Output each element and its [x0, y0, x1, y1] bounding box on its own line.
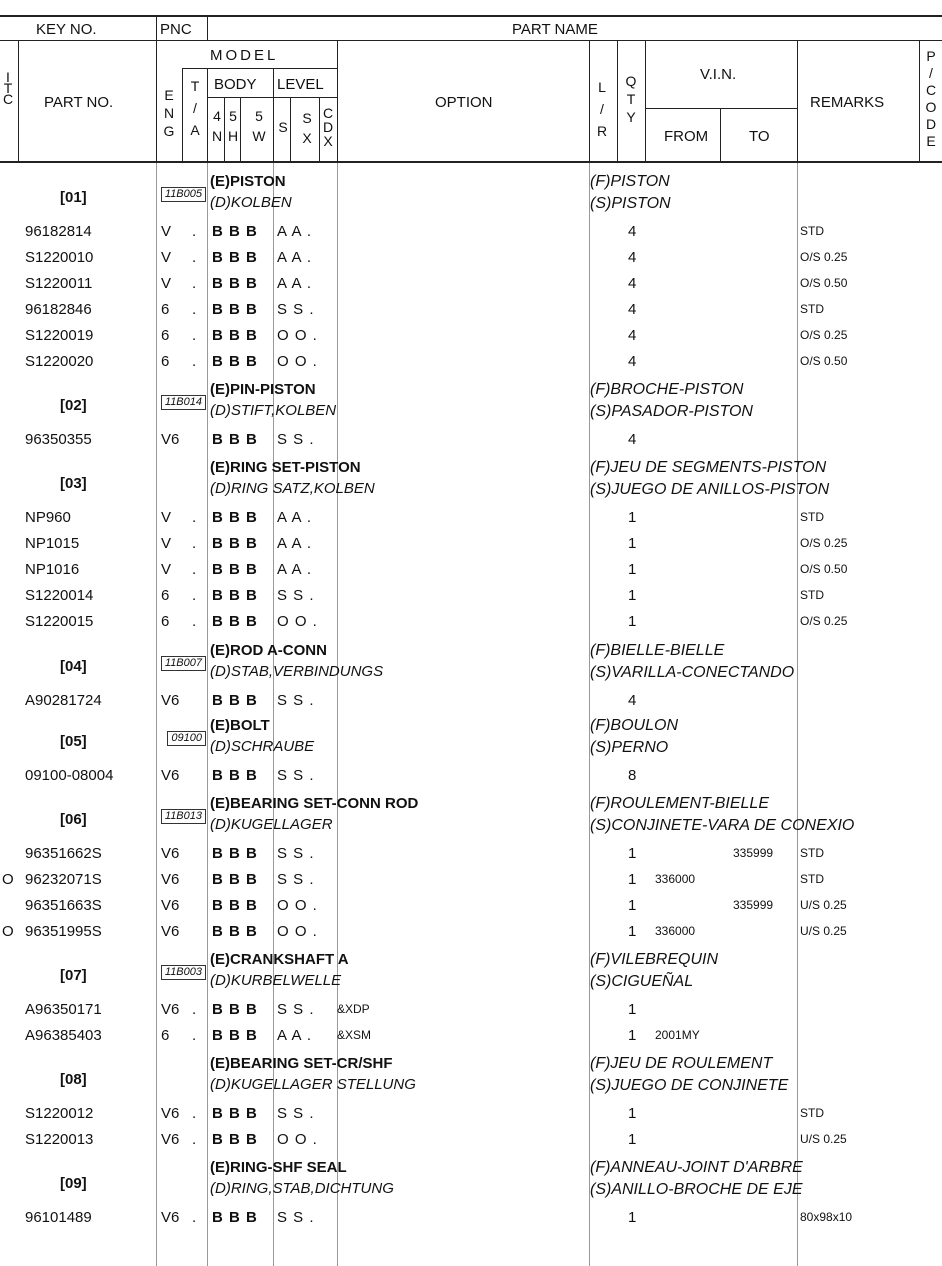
key-number: [02] — [60, 397, 87, 414]
body-rule-body-level — [273, 163, 274, 1266]
body-codes: B B B — [212, 897, 258, 914]
engine-code: 6 — [161, 613, 170, 630]
body-codes: B B B — [212, 561, 258, 578]
col-body-level-divider — [273, 68, 274, 162]
col-option-divider — [337, 40, 338, 162]
col-s-divider — [290, 97, 291, 162]
lr-header: L / R — [596, 79, 608, 139]
ta-code: . — [192, 327, 197, 344]
part-name-german: (D)RING SATZ,KOLBEN — [210, 480, 375, 497]
quantity: 1 — [628, 561, 637, 578]
engine-code: V6 — [161, 845, 180, 862]
quantity: 4 — [628, 353, 637, 370]
col-lr-divider — [589, 40, 590, 162]
engine-code: V — [161, 223, 172, 240]
part-name-german: (D)KOLBEN — [210, 194, 292, 211]
part-name-german: (D)KUGELLAGER — [210, 816, 333, 833]
part-name-english: (E)PIN-PISTON — [210, 381, 316, 398]
body-5w-header: 5 W — [252, 108, 266, 144]
key-number: [03] — [60, 475, 87, 492]
part-name-english: (E)RING-SHF SEAL — [210, 1159, 347, 1176]
ta-code: . — [192, 587, 197, 604]
part-name-german: (D)KURBELWELLE — [210, 972, 342, 989]
engine-code: V6 — [161, 431, 180, 448]
engine-code: V6 — [161, 1001, 180, 1018]
col-ta-divider — [207, 68, 208, 162]
ta-code: . — [192, 1001, 197, 1018]
body-codes: B B B — [212, 871, 258, 888]
engine-code: 6 — [161, 353, 170, 370]
level-codes: O O . — [277, 1131, 318, 1148]
option-header: OPTION — [435, 94, 493, 111]
body-codes: B B B — [212, 845, 258, 862]
engine-code: V6 — [161, 871, 180, 888]
part-name-spanish: (S)PERNO — [590, 739, 669, 756]
quantity: 4 — [628, 327, 637, 344]
quantity: 4 — [628, 301, 637, 318]
pnc-code: 11B005 — [161, 187, 206, 202]
part-name-french: (F)BOULON — [590, 717, 678, 734]
remarks: O/S 0.25 — [800, 614, 848, 628]
ta-code: . — [192, 275, 197, 292]
pnc-code: 09100 — [167, 731, 206, 746]
part-number[interactable]: 96182846 — [25, 301, 92, 318]
option-code: &XSM — [337, 1028, 372, 1042]
col-from-to-divider — [720, 108, 721, 162]
engine-code: 6 — [161, 587, 170, 604]
quantity: 1 — [628, 1209, 637, 1226]
eng-header: E N G — [163, 87, 175, 139]
key-number: [09] — [60, 1175, 87, 1192]
part-name-english: (E)CRANKSHAFT A — [210, 951, 349, 968]
vin-to: 335999 — [733, 898, 774, 912]
part-name-spanish: (S)ANILLO-BROCHE DE EJE — [590, 1181, 803, 1198]
part-number[interactable]: NP960 — [25, 509, 71, 526]
remarks: STD — [800, 224, 824, 238]
body-codes: B B B — [212, 1131, 258, 1148]
level-codes: O O . — [277, 327, 318, 344]
engine-code: V — [161, 275, 172, 292]
itc-mark: O — [2, 871, 14, 888]
part-name-french: (F)ROULEMENT-BIELLE — [590, 795, 769, 812]
part-number[interactable]: NP1015 — [25, 535, 80, 552]
quantity: 4 — [628, 431, 637, 448]
quantity: 1 — [628, 897, 637, 914]
quantity: 4 — [628, 223, 637, 240]
part-name-french: (F)PISTON — [590, 173, 670, 190]
part-name-french: (F)VILEBREQUIN — [590, 951, 719, 968]
part-name-german: (D)STIFT,KOLBEN — [210, 402, 337, 419]
part-name-spanish: (S)VARILLA-CONECTANDO — [590, 664, 795, 681]
pnc-header: PNC — [160, 21, 192, 38]
quantity: 4 — [628, 275, 637, 292]
level-codes: S S . — [277, 692, 315, 709]
pnc-code: 11B013 — [161, 809, 206, 824]
part-name-english: (E)BEARING SET-CR/SHF — [210, 1055, 393, 1072]
part-number[interactable]: S1220020 — [25, 353, 94, 370]
quantity: 1 — [628, 587, 637, 604]
engine-code: V6 — [161, 692, 180, 709]
body-codes: B B B — [212, 1001, 258, 1018]
ta-code: . — [192, 613, 197, 630]
ta-header: T / A — [190, 78, 200, 138]
part-name-german: (D)STAB,VERBINDUNGS — [210, 663, 384, 680]
quantity: 1 — [628, 509, 637, 526]
part-number[interactable]: 09100-08004 — [25, 767, 114, 784]
key-number: [05] — [60, 733, 87, 750]
body-codes: B B B — [212, 327, 258, 344]
key-no-header: KEY NO. — [36, 21, 97, 38]
qty-header: Q T Y — [625, 73, 637, 125]
part-name-header: PART NAME — [512, 21, 598, 38]
col-remarks-divider — [797, 40, 798, 162]
level-codes: A A . — [277, 509, 313, 526]
ta-code: . — [192, 249, 197, 266]
body-codes: B B B — [212, 431, 258, 448]
body-rule-remarks — [797, 163, 798, 1266]
vin-header: V.I.N. — [700, 66, 737, 83]
part-name-spanish: (S)JUEGO DE CONJINETE — [590, 1077, 789, 1094]
col-4n-divider — [224, 97, 225, 162]
body-codes: B B B — [212, 1105, 258, 1122]
col-keyno-divider — [156, 17, 157, 162]
col-eng-divider — [182, 68, 183, 162]
remarks: U/S 0.25 — [800, 924, 847, 938]
quantity: 4 — [628, 249, 637, 266]
level-codes: S S . — [277, 845, 315, 862]
part-name-spanish: (S)JUEGO DE ANILLOS-PISTON — [590, 481, 830, 498]
part-name-english: (E)BEARING SET-CONN ROD — [210, 795, 419, 812]
vin-to-header: TO — [749, 128, 770, 145]
key-number: [06] — [60, 811, 87, 828]
body-header: BODY — [214, 76, 257, 93]
engine-code: V — [161, 561, 172, 578]
picode-header: P / C O D E — [925, 48, 937, 149]
option-code: &XDP — [337, 1002, 370, 1016]
vin-to: 335999 — [733, 846, 774, 860]
remarks: O/S 0.50 — [800, 562, 848, 576]
quantity: 1 — [628, 871, 637, 888]
remarks: STD — [800, 588, 824, 602]
pnc-code: 11B014 — [161, 395, 206, 410]
body-rule-option — [337, 163, 338, 1266]
quantity: 8 — [628, 767, 637, 784]
engine-code: V6 — [161, 767, 180, 784]
level-codes: A A . — [277, 535, 313, 552]
part-name-spanish: (S)CONJINETE-VARA DE CONEXIO — [590, 817, 855, 834]
level-codes: O O . — [277, 353, 318, 370]
part-name-german: (D)RING,STAB,DICHTUNG — [210, 1180, 394, 1197]
quantity: 1 — [628, 1131, 637, 1148]
level-codes: S S . — [277, 1105, 315, 1122]
remarks: O/S 0.25 — [800, 328, 848, 342]
body-codes: B B B — [212, 613, 258, 630]
col-pnc-divider — [207, 17, 208, 41]
quantity: 1 — [628, 923, 637, 940]
ta-code: . — [192, 509, 197, 526]
col-qty-divider — [617, 40, 618, 162]
part-name-spanish: (S)PISTON — [590, 195, 671, 212]
part-number[interactable]: A90281724 — [25, 692, 102, 709]
level-codes: A A . — [277, 1027, 313, 1044]
ta-code: . — [192, 561, 197, 578]
body-codes: B B B — [212, 353, 258, 370]
ta-code: . — [192, 1209, 197, 1226]
remarks: STD — [800, 1106, 824, 1120]
col-vin-divider — [645, 40, 646, 162]
level-codes: S S . — [277, 587, 315, 604]
vin-rule — [645, 108, 797, 109]
remarks: O/S 0.25 — [800, 250, 848, 264]
quantity: 1 — [628, 535, 637, 552]
engine-code: V6 — [161, 923, 180, 940]
part-number[interactable]: 96182814 — [25, 223, 92, 240]
remarks: 80x98x10 — [800, 1210, 853, 1224]
key-number: [01] — [60, 189, 87, 206]
body-5h-header: 5 H — [227, 108, 239, 144]
level-codes: O O . — [277, 613, 318, 630]
quantity: 1 — [628, 613, 637, 630]
top-rule — [0, 15, 942, 17]
part-name-english: (E)BOLT — [210, 717, 270, 734]
part-number[interactable]: A96350171 — [25, 1001, 102, 1018]
part-number[interactable]: NP1016 — [25, 561, 80, 578]
part-number[interactable]: S1220011 — [25, 275, 93, 292]
remarks-header: REMARKS — [810, 94, 885, 111]
level-codes: S S . — [277, 1209, 315, 1226]
engine-code: V — [161, 249, 172, 266]
body-codes: B B B — [212, 535, 258, 552]
body-codes: B B B — [212, 923, 258, 940]
body-codes: B B B — [212, 1209, 258, 1226]
part-name-german: (D)KUGELLAGER STELLUNG — [210, 1076, 416, 1093]
part-name-french: (F)JEU DE ROULEMENT — [590, 1055, 773, 1072]
part-name-english: (E)PISTON — [210, 173, 286, 190]
key-number: [08] — [60, 1071, 87, 1088]
part-name-english: (E)ROD A-CONN — [210, 642, 327, 659]
part-name-german: (D)SCHRAUBE — [210, 738, 315, 755]
header-bottom-rule — [0, 161, 942, 163]
key-number: [04] — [60, 658, 87, 675]
level-codes: A A . — [277, 249, 313, 266]
remarks: STD — [800, 302, 824, 316]
vin-from: 336000 — [655, 872, 696, 886]
body-codes: B B B — [212, 1027, 258, 1044]
engine-code: 6 — [161, 327, 170, 344]
level-codes: S S . — [277, 767, 315, 784]
part-name-english: (E)RING SET-PISTON — [210, 459, 361, 476]
part-name-french: (F)JEU DE SEGMENTS-PISTON — [590, 459, 827, 476]
part-number[interactable]: S1220015 — [25, 613, 94, 630]
part-number[interactable]: 96232071S — [25, 871, 102, 888]
remarks: O/S 0.25 — [800, 536, 848, 550]
body-codes: B B B — [212, 249, 258, 266]
part-no-header: PART NO. — [44, 94, 114, 111]
level-codes: S S . — [277, 871, 315, 888]
part-number[interactable]: 96101489 — [25, 1209, 92, 1226]
body-codes: B B B — [212, 587, 258, 604]
level-codes: S S . — [277, 1001, 315, 1018]
part-number[interactable]: S1220019 — [25, 327, 94, 344]
body-codes: B B B — [212, 301, 258, 318]
engine-code: V6 — [161, 1131, 180, 1148]
body-rule-lr — [589, 163, 590, 1266]
vin-from: 2001MY — [655, 1028, 700, 1042]
remarks: U/S 0.25 — [800, 898, 847, 912]
engine-code: 6 — [161, 301, 170, 318]
body-codes: B B B — [212, 767, 258, 784]
ta-code: . — [192, 1131, 197, 1148]
part-number[interactable]: S1220012 — [25, 1105, 94, 1122]
part-number[interactable]: 96351663S — [25, 897, 102, 914]
part-number[interactable]: S1220014 — [25, 587, 94, 604]
vin-from: 336000 — [655, 924, 696, 938]
part-number[interactable]: S1220010 — [25, 249, 94, 266]
ta-code: . — [192, 223, 197, 240]
part-number[interactable]: 96350355 — [25, 431, 92, 448]
model-rule — [182, 68, 337, 69]
engine-code: V6 — [161, 897, 180, 914]
vin-from-header: FROM — [664, 128, 709, 145]
col-5h-divider — [240, 97, 241, 162]
level-sx-header: S X — [302, 110, 312, 146]
part-number[interactable]: S1220013 — [25, 1131, 94, 1148]
level-codes: O O . — [277, 923, 318, 940]
body-rule-ta — [207, 163, 208, 1266]
level-codes: A A . — [277, 223, 313, 240]
col-picode-divider — [919, 40, 920, 162]
ta-code: . — [192, 301, 197, 318]
body-4n-header: 4 N — [211, 108, 223, 144]
header-rule-1 — [0, 40, 942, 41]
part-name-french: (F)ANNEAU-JOINT D'ARBRE — [590, 1159, 803, 1176]
part-name-french: (F)BROCHE-PISTON — [590, 381, 744, 398]
model-header: MODEL — [210, 47, 279, 64]
quantity: 4 — [628, 692, 637, 709]
remarks: U/S 0.25 — [800, 1132, 847, 1146]
part-name-spanish: (S)CIGUEÑAL — [590, 973, 694, 990]
quantity: 1 — [628, 1105, 637, 1122]
quantity: 1 — [628, 1027, 637, 1044]
body-codes: B B B — [212, 509, 258, 526]
remarks: STD — [800, 510, 824, 524]
body-codes: B B B — [212, 692, 258, 709]
part-name-spanish: (S)PASADOR-PISTON — [590, 403, 753, 420]
part-number[interactable]: 96351995S — [25, 923, 102, 940]
remarks: STD — [800, 846, 824, 860]
itc-header: I T C — [2, 69, 14, 107]
key-number: [07] — [60, 967, 87, 984]
level-codes: S S . — [277, 301, 315, 318]
remarks: O/S 0.50 — [800, 276, 848, 290]
level-codes: S S . — [277, 431, 315, 448]
engine-code: 6 — [161, 1027, 170, 1044]
remarks: O/S 0.50 — [800, 354, 848, 368]
engine-code: V — [161, 535, 172, 552]
itc-mark: O — [2, 923, 14, 940]
body-codes: B B B — [212, 223, 258, 240]
col-itc-divider — [18, 40, 19, 162]
level-header: LEVEL — [277, 76, 324, 93]
ta-code: . — [192, 1105, 197, 1122]
col-sx-divider — [319, 97, 320, 162]
ta-code: . — [192, 1027, 197, 1044]
body-rule-keyno — [156, 163, 157, 1266]
level-s-header: S — [278, 119, 288, 135]
remarks: STD — [800, 872, 824, 886]
engine-code: V — [161, 509, 172, 526]
level-cdx-header: C D X — [322, 105, 334, 149]
engine-code: V6 — [161, 1209, 180, 1226]
part-number[interactable]: 96351662S — [25, 845, 102, 862]
level-codes: A A . — [277, 561, 313, 578]
quantity: 1 — [628, 1001, 637, 1018]
level-codes: A A . — [277, 275, 313, 292]
ta-code: . — [192, 535, 197, 552]
quantity: 1 — [628, 845, 637, 862]
pnc-code: 11B003 — [161, 965, 206, 980]
ta-code: . — [192, 353, 197, 370]
part-number[interactable]: A96385403 — [25, 1027, 102, 1044]
part-name-french: (F)BIELLE-BIELLE — [590, 642, 725, 659]
engine-code: V6 — [161, 1105, 180, 1122]
level-codes: O O . — [277, 897, 318, 914]
body-codes: B B B — [212, 275, 258, 292]
pnc-code: 11B007 — [161, 656, 206, 671]
